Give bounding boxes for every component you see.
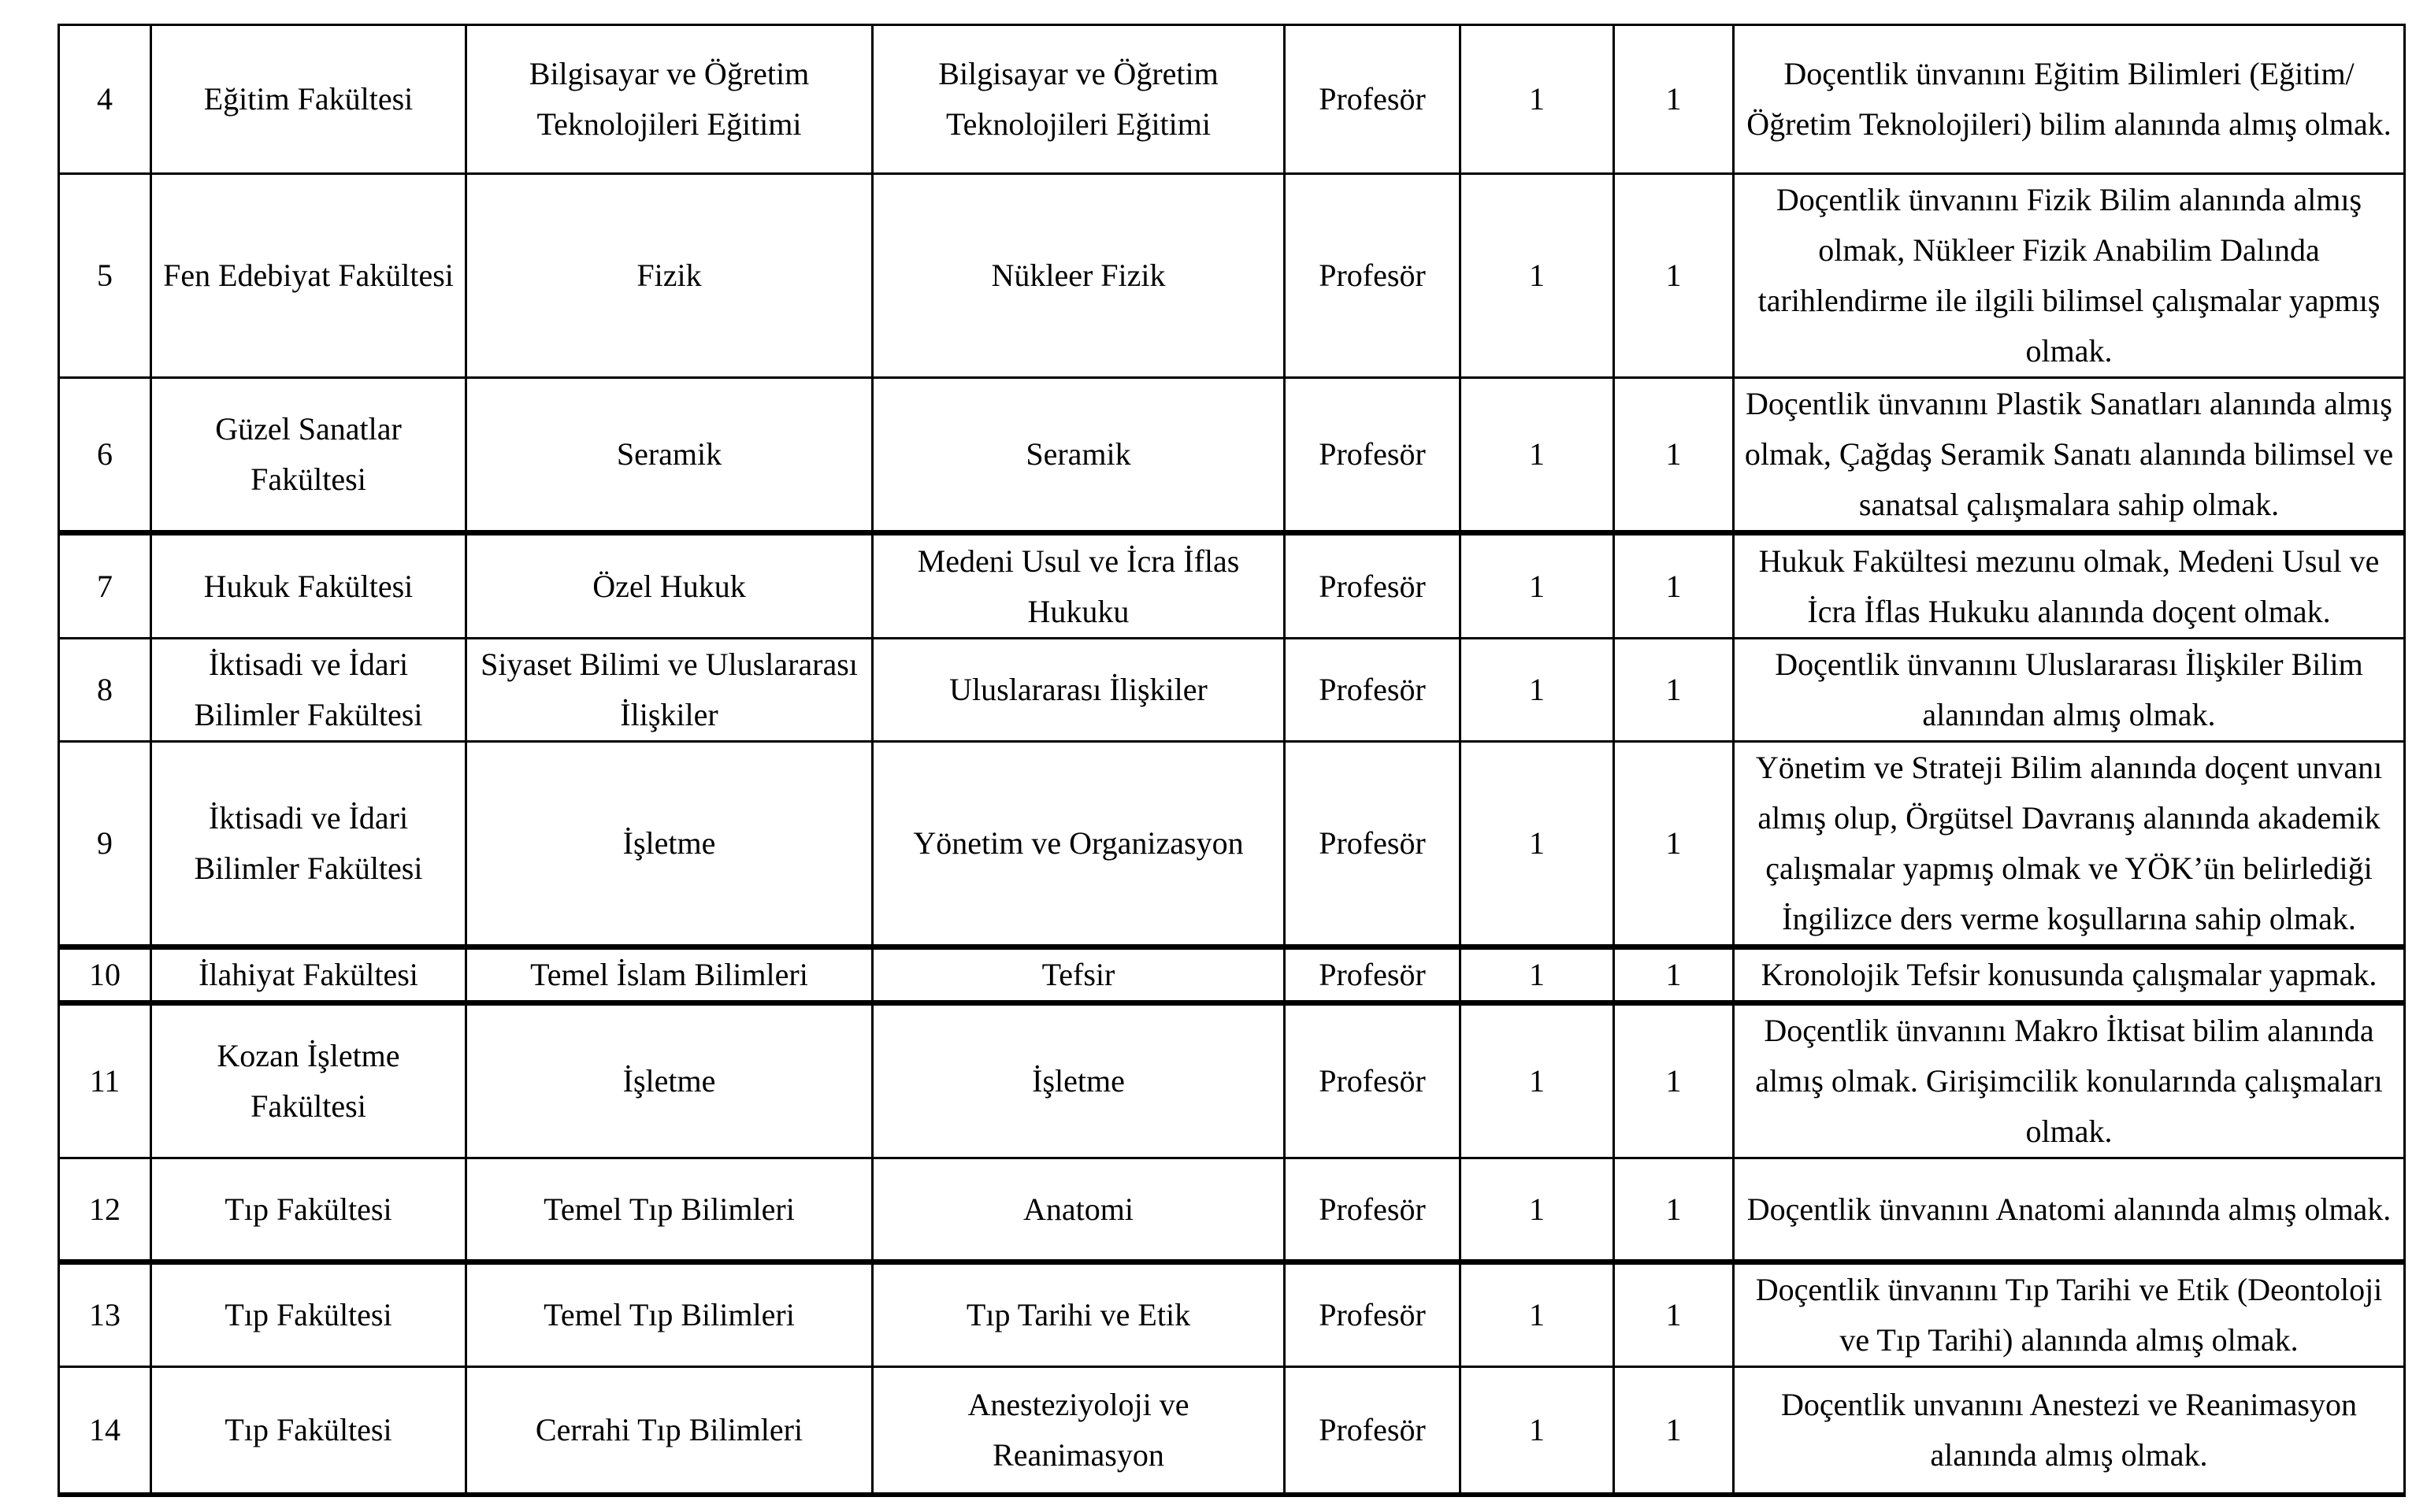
- title-cell: Profesör: [1285, 1003, 1460, 1158]
- department-cell: İşletme: [466, 1003, 873, 1158]
- faculty-cell: Kozan İşletme Fakültesi: [151, 1003, 466, 1158]
- title-cell: Profesör: [1285, 174, 1460, 378]
- department-cell: Seramik: [466, 378, 873, 533]
- title-cell: Profesör: [1285, 1367, 1460, 1495]
- row-number-cell: 14: [59, 1367, 151, 1495]
- faculty-cell: Tıp Fakültesi: [151, 1367, 466, 1495]
- row-number-cell: 7: [59, 533, 151, 639]
- title-cell: Profesör: [1285, 533, 1460, 639]
- count2-cell: 1: [1614, 1262, 1734, 1367]
- program-cell: Anesteziyoloji ve Reanimasyon: [873, 1367, 1285, 1495]
- count1-cell: 1: [1460, 1003, 1614, 1158]
- title-cell: Profesör: [1285, 639, 1460, 742]
- count2-cell: 1: [1614, 533, 1734, 639]
- count1-cell: 1: [1460, 742, 1614, 947]
- table-row: [59, 533, 2405, 639]
- table-row: [59, 1262, 2405, 1367]
- table-row: [59, 742, 2405, 947]
- row-number-cell: 8: [59, 639, 151, 742]
- department-cell: Özel Hukuk: [466, 533, 873, 639]
- count2-cell: 1: [1614, 25, 1734, 174]
- count2-cell: 1: [1614, 1158, 1734, 1262]
- department-cell: Temel Tıp Bilimleri: [466, 1262, 873, 1367]
- row-number-cell: 9: [59, 742, 151, 947]
- table-row: [59, 25, 2405, 174]
- description-cell: Doçentlik ünvanını Eğitim Bilimleri (Eğitim/Öğretim Teknolojileri) bilim alanında almış olmak.: [1734, 25, 2405, 174]
- faculty-cell: İlahiyat Fakültesi: [151, 947, 466, 1003]
- faculty-cell: Tıp Fakültesi: [151, 1262, 466, 1367]
- program-cell: Tefsir: [873, 947, 1285, 1003]
- program-cell: Anatomi: [873, 1158, 1285, 1262]
- count1-cell: 1: [1460, 1262, 1614, 1367]
- title-cell: Profesör: [1285, 25, 1460, 174]
- table-row: [59, 947, 2405, 1003]
- row-number-cell: 10: [59, 947, 151, 1003]
- count1-cell: 1: [1460, 1367, 1614, 1495]
- description-cell: Doçentlik ünvanını Fizik Bilim alanında almış olmak, Nükleer Fizik Anabilim Dalında tarihlendirme ile ilgili bilimsel çalışmalar yapmış olmak.: [1734, 174, 2405, 378]
- program-cell: Tıp Tarihi ve Etik: [873, 1262, 1285, 1367]
- description-cell: Doçentlik ünvanını Plastik Sanatları alanında almış olmak, Çağdaş Seramik Sanatı alanında bilimsel ve sanatsal çalışmalara sahip olmak.: [1734, 378, 2405, 533]
- faculty-cell: Hukuk Fakültesi: [151, 533, 466, 639]
- table-body: [59, 25, 2405, 1495]
- count1-cell: 1: [1460, 174, 1614, 378]
- description-cell: Kronolojik Tefsir konusunda çalışmalar yapmak.: [1734, 947, 2405, 1003]
- academic-positions-table: [58, 24, 2406, 1497]
- count1-cell: 1: [1460, 639, 1614, 742]
- count2-cell: 1: [1614, 947, 1734, 1003]
- count1-cell: 1: [1460, 947, 1614, 1003]
- faculty-cell: İktisadi ve İdari Bilimler Fakültesi: [151, 639, 466, 742]
- program-cell: Bilgisayar ve Öğretim Teknolojileri Eğitimi: [873, 25, 1285, 174]
- description-cell: Doçentlik ünvanını Anatomi alanında almış olmak.: [1734, 1158, 2405, 1262]
- count2-cell: 1: [1614, 1367, 1734, 1495]
- description-cell: Doçentlik ünvanını Makro İktisat bilim alanında almış olmak. Girişimcilik konularında çalışmaları olmak.: [1734, 1003, 2405, 1158]
- count2-cell: 1: [1614, 639, 1734, 742]
- faculty-cell: Eğitim Fakültesi: [151, 25, 466, 174]
- department-cell: Bilgisayar ve Öğretim Teknolojileri Eğitimi: [466, 25, 873, 174]
- table-row: [59, 378, 2405, 533]
- description-cell: Doçentlik ünvanını Tıp Tarihi ve Etik (Deontoloji ve Tıp Tarihi) alanında almış olmak.: [1734, 1262, 2405, 1367]
- row-number-cell: 11: [59, 1003, 151, 1158]
- row-number-cell: 5: [59, 174, 151, 378]
- count2-cell: 1: [1614, 378, 1734, 533]
- row-number-cell: 4: [59, 25, 151, 174]
- row-number-cell: 13: [59, 1262, 151, 1367]
- count2-cell: 1: [1614, 742, 1734, 947]
- title-cell: Profesör: [1285, 1262, 1460, 1367]
- program-cell: İşletme: [873, 1003, 1285, 1158]
- description-cell: Doçentlik ünvanını Uluslararası İlişkiler Bilim alanından almış olmak.: [1734, 639, 2405, 742]
- count1-cell: 1: [1460, 533, 1614, 639]
- faculty-cell: İktisadi ve İdari Bilimler Fakültesi: [151, 742, 466, 947]
- table-row: [59, 174, 2405, 378]
- department-cell: Siyaset Bilimi ve Uluslararası İlişkiler: [466, 639, 873, 742]
- table-row: [59, 1158, 2405, 1262]
- department-cell: Temel İslam Bilimleri: [466, 947, 873, 1003]
- program-cell: Seramik: [873, 378, 1285, 533]
- department-cell: Fizik: [466, 174, 873, 378]
- department-cell: Cerrahi Tıp Bilimleri: [466, 1367, 873, 1495]
- description-cell: Yönetim ve Strateji Bilim alanında doçent unvanı almış olup, Örgütsel Davranış alanında akademik çalışmalar yapmış olmak ve YÖK’ün belirlediği İngilizce ders verme koşullarına sahip olmak.: [1734, 742, 2405, 947]
- count2-cell: 1: [1614, 174, 1734, 378]
- count1-cell: 1: [1460, 1158, 1614, 1262]
- title-cell: Profesör: [1285, 947, 1460, 1003]
- title-cell: Profesör: [1285, 742, 1460, 947]
- program-cell: Medeni Usul ve İcra İflas Hukuku: [873, 533, 1285, 639]
- table-row: [59, 1003, 2405, 1158]
- description-cell: Hukuk Fakültesi mezunu olmak, Medeni Usul ve İcra İflas Hukuku alanında doçent olmak.: [1734, 533, 2405, 639]
- title-cell: Profesör: [1285, 1158, 1460, 1262]
- row-number-cell: 6: [59, 378, 151, 533]
- count1-cell: 1: [1460, 378, 1614, 533]
- count1-cell: 1: [1460, 25, 1614, 174]
- faculty-cell: Fen Edebiyat Fakültesi: [151, 174, 466, 378]
- department-cell: Temel Tıp Bilimleri: [466, 1158, 873, 1262]
- description-cell: Doçentlik unvanını Anestezi ve Reanimasyon alanında almış olmak.: [1734, 1367, 2405, 1495]
- title-cell: Profesör: [1285, 378, 1460, 533]
- department-cell: İşletme: [466, 742, 873, 947]
- program-cell: Yönetim ve Organizasyon: [873, 742, 1285, 947]
- faculty-cell: Güzel Sanatlar Fakültesi: [151, 378, 466, 533]
- program-cell: Uluslararası İlişkiler: [873, 639, 1285, 742]
- row-number-cell: 12: [59, 1158, 151, 1262]
- table-row: [59, 639, 2405, 742]
- count2-cell: 1: [1614, 1003, 1734, 1158]
- faculty-cell: Tıp Fakültesi: [151, 1158, 466, 1262]
- table-row: [59, 1367, 2405, 1495]
- program-cell: Nükleer Fizik: [873, 174, 1285, 378]
